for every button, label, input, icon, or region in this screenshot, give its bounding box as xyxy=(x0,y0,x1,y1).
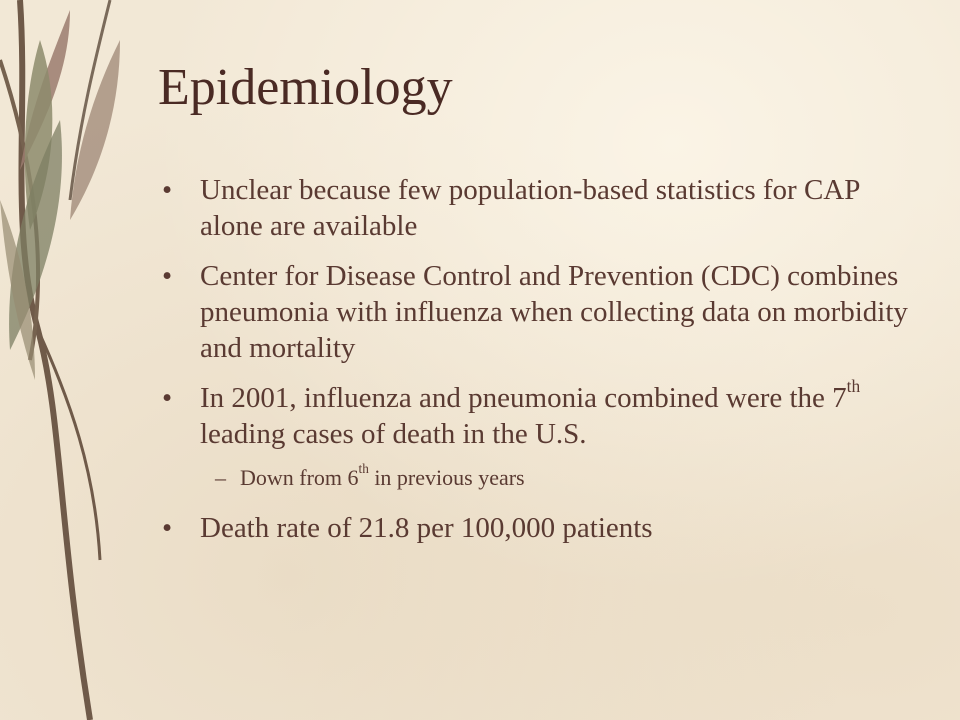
list-item xyxy=(160,510,920,546)
ordinal-superscript: th xyxy=(358,461,369,477)
sub-item-text-end: in previous years xyxy=(368,465,525,490)
page-title: Epidemiology xyxy=(158,59,453,116)
sub-item-text-start: Down from 6 xyxy=(240,465,359,490)
list-item-text-start: In 2001, influenza and pneumonia combined were the 7 xyxy=(200,382,847,414)
bullet-icon: • xyxy=(162,174,173,206)
list-item-text-end: leading cases of death in the U.S. xyxy=(200,418,587,450)
list-item xyxy=(160,172,920,244)
ordinal-superscript: th xyxy=(846,376,861,396)
bullet-icon: • xyxy=(162,260,173,292)
leaf-decoration-icon xyxy=(0,0,140,720)
list-item-text: Unclear because few population-based statistics for CAP alone are available xyxy=(200,174,860,242)
dash-icon: – xyxy=(215,465,226,490)
list-item-text: Death rate of 21.8 per 100,000 patients xyxy=(200,512,653,544)
sub-list-item xyxy=(160,461,920,492)
list-item xyxy=(160,258,920,366)
bullet-icon: • xyxy=(162,512,173,544)
bullet-list xyxy=(160,172,920,560)
list-item xyxy=(160,376,920,452)
bullet-icon: • xyxy=(162,382,173,414)
list-item-text: Center for Disease Control and Prevention (CDC) combines pneumonia with influenza when collecting data on morbidity and mortality xyxy=(200,260,908,364)
